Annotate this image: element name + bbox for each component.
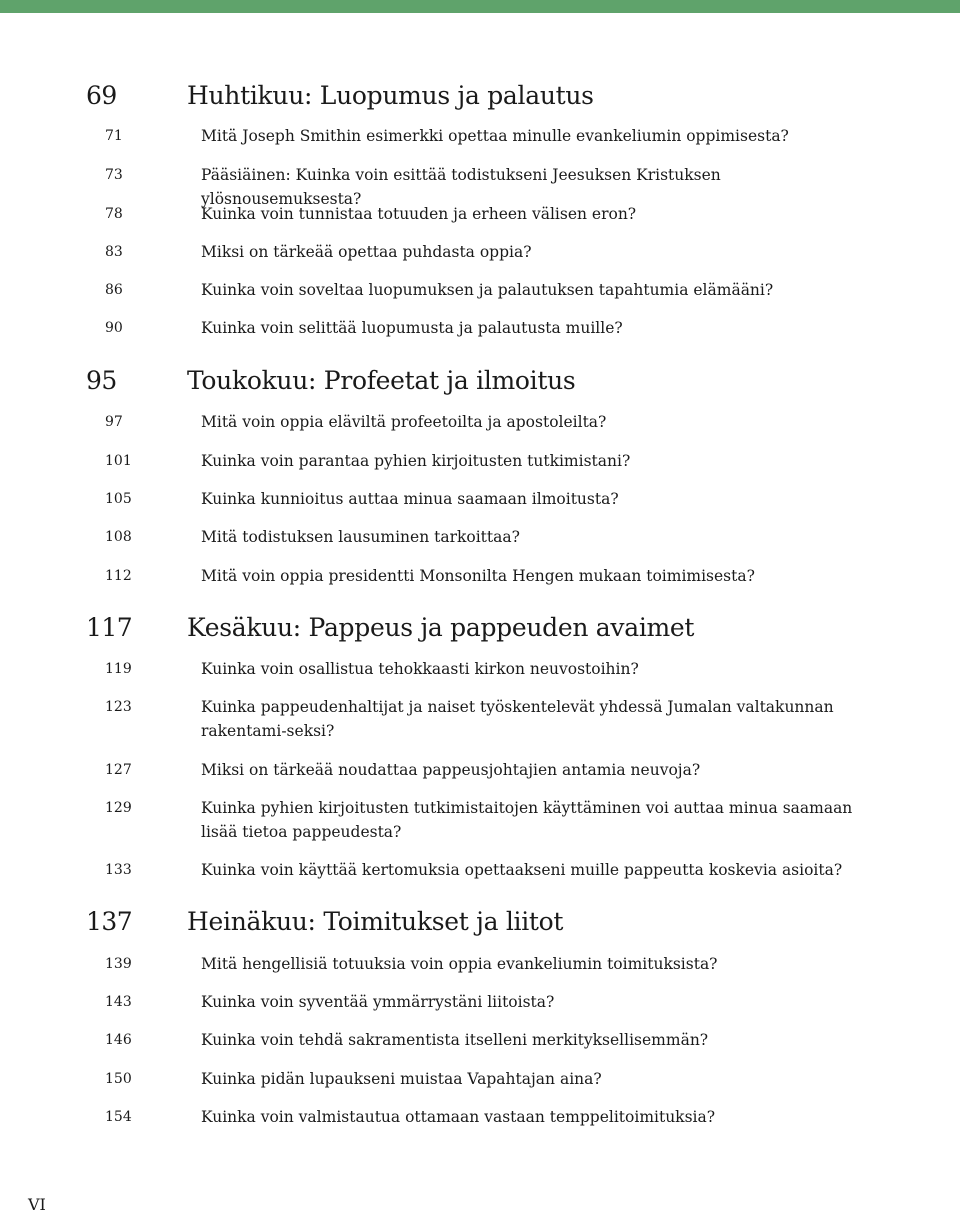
- section-page-number: 137: [86, 907, 133, 936]
- entry-page-number: 86: [105, 282, 123, 298]
- entry-title: Miksi on tärkeää noudattaa pappeusjohtajien antamia neuvoja?: [201, 761, 701, 779]
- entry-page-number: 105: [105, 491, 132, 507]
- entry-page-number: 146: [105, 1032, 132, 1048]
- entry-title: Kuinka voin selittää luopumusta ja palautusta muille?: [201, 319, 623, 337]
- entry-page-number: 97: [105, 414, 123, 430]
- entry-title: Kuinka voin tehdä sakramentista itselleni merkityksellisemmän?: [201, 1031, 709, 1049]
- entry-page-number: 112: [105, 568, 132, 584]
- entry-page-number: 129: [105, 800, 132, 816]
- entry-title: Mitä hengellisiä totuuksia voin oppia evankeliumin toimituksista?: [201, 955, 718, 973]
- entry-page-number: 139: [105, 956, 132, 972]
- entry-title: Pääsiäinen: Kuinka voin esittää todistukseni Jeesuksen Kristuksen ylösnousemuksesta?: [201, 166, 721, 208]
- entry-title: Kuinka voin käyttää kertomuksia opettaakseni muille pappeutta koskevia asioita?: [201, 861, 843, 879]
- entry-title: Kuinka kunnioitus auttaa minua saamaan ilmoitusta?: [201, 490, 619, 508]
- entry-page-number: 78: [105, 206, 123, 222]
- section-heading[interactable]: [0, 608, 960, 648]
- entry-page-number: 101: [105, 453, 132, 469]
- entry-title: Kuinka pidän lupaukseni muistaa Vapahtajan aina?: [201, 1070, 602, 1088]
- section-heading[interactable]: [0, 902, 960, 942]
- entry-page-number: 119: [105, 661, 132, 677]
- entry-title: Mitä voin oppia presidentti Monsonilta Hengen mukaan toimimisesta?: [201, 567, 755, 585]
- entry-page-number: 90: [105, 320, 123, 336]
- section-title: Kesäkuu: Pappeus ja pappeuden avaimet: [187, 613, 695, 642]
- entry-title: Kuinka voin tunnistaa totuuden ja erheen välisen eron?: [201, 205, 637, 223]
- section-title: Toukokuu: Profeetat ja ilmoitus: [187, 366, 576, 395]
- entry-page-number: 133: [105, 862, 132, 878]
- section-page-number: 69: [86, 81, 117, 110]
- page-folio: VI: [28, 1195, 46, 1214]
- section-title: Huhtikuu: Luopumus ja palautus: [187, 81, 594, 110]
- entry-page-number: 108: [105, 529, 132, 545]
- entry-page-number: 150: [105, 1071, 132, 1087]
- section-page-number: 117: [86, 613, 133, 642]
- entry-title: Mitä todistuksen lausuminen tarkoittaa?: [201, 528, 520, 546]
- section-heading[interactable]: [0, 361, 960, 401]
- entry-title: Mitä Joseph Smithin esimerkki opettaa minulle evankeliumin oppimisesta?: [201, 127, 789, 145]
- entry-page-number: 71: [105, 128, 123, 144]
- entry-title: Kuinka pappeudenhaltijat ja naiset työskentelevät yhdessä Jumalan valtakunnan rakentami-seksi?: [201, 698, 834, 740]
- entry-title: Kuinka voin valmistautua ottamaan vastaan temppelitoimituksia?: [201, 1108, 716, 1126]
- entry-title: Kuinka pyhien kirjoitusten tutkimistaitojen käyttäminen voi auttaa minua saamaan lisää tietoa pappeudesta?: [201, 799, 853, 841]
- entry-page-number: 73: [105, 167, 123, 183]
- top-color-bar: [0, 0, 960, 13]
- entry-title: Kuinka voin soveltaa luopumuksen ja palautuksen tapahtumia elämääni?: [201, 281, 774, 299]
- entry-page-number: 123: [105, 699, 132, 715]
- entry-title: Kuinka voin parantaa pyhien kirjoitusten tutkimistani?: [201, 452, 631, 470]
- entry-page-number: 143: [105, 994, 132, 1010]
- entry-title: Miksi on tärkeää opettaa puhdasta oppia?: [201, 243, 532, 261]
- entry-page-number: 127: [105, 762, 132, 778]
- section-heading[interactable]: [0, 76, 960, 116]
- section-page-number: 95: [86, 366, 117, 395]
- entry-title: Kuinka voin osallistua tehokkaasti kirkon neuvostoihin?: [201, 660, 639, 678]
- entry-title: Mitä voin oppia eläviltä profeetoilta ja apostoleilta?: [201, 413, 607, 431]
- section-title: Heinäkuu: Toimitukset ja liitot: [187, 907, 564, 936]
- entry-title: Kuinka voin syventää ymmärrystäni liitoista?: [201, 993, 555, 1011]
- entry-page-number: 83: [105, 244, 123, 260]
- entry-page-number: 154: [105, 1109, 132, 1125]
